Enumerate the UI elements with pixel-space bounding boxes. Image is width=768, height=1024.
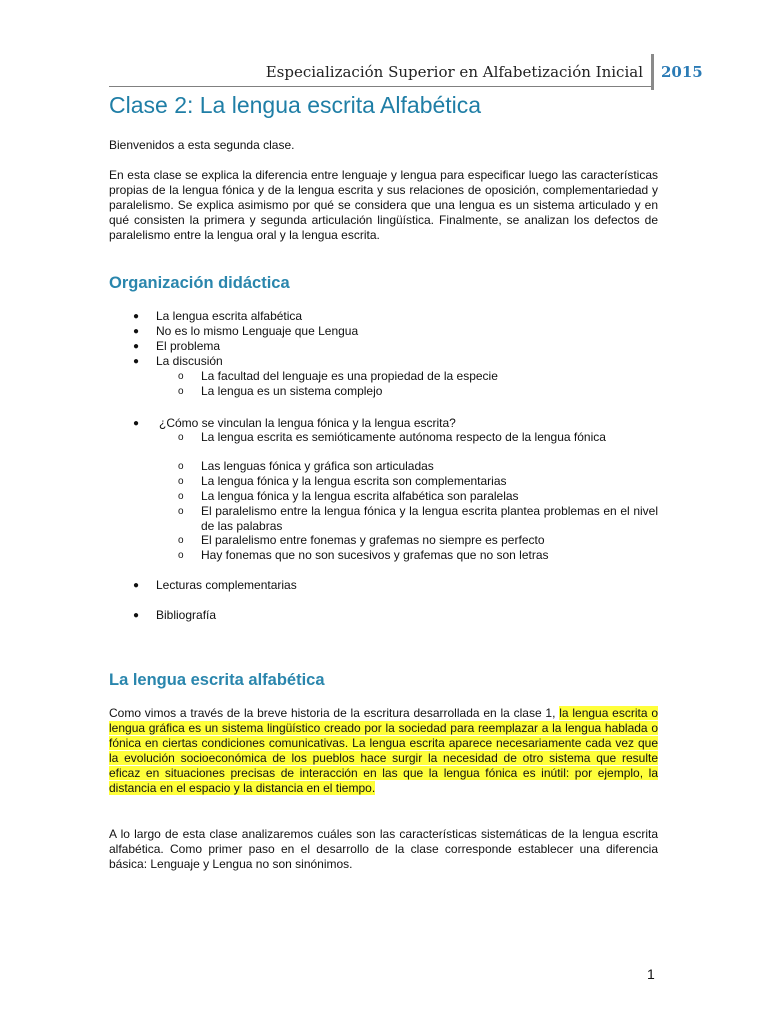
circle-bullet-icon: o (178, 550, 184, 561)
page-number: 1 (647, 966, 655, 982)
bullet-icon: ● (133, 580, 140, 591)
header-title: Especialización Superior en Alfabetización Inicial (265, 63, 643, 81)
page-header (109, 54, 653, 90)
bullet-icon: ● (133, 341, 140, 352)
circle-bullet-icon: o (178, 386, 184, 397)
circle-bullet-icon: o (178, 476, 184, 487)
bullet-icon: ● (133, 311, 140, 322)
bullet-icon: ● (133, 326, 140, 337)
circle-bullet-icon: o (178, 506, 184, 517)
header-divider (651, 54, 654, 90)
bullet-icon: ● (133, 418, 140, 429)
page-title: Clase 2: La lengua escrita Alfabética (109, 92, 482, 118)
circle-bullet-icon: o (178, 491, 184, 502)
section-paragraph-1 (109, 706, 658, 796)
circle-bullet-icon: o (178, 461, 184, 472)
circle-bullet-icon: o (178, 535, 184, 546)
bullet-icon: ● (133, 610, 140, 621)
section-heading: La lengua escrita alfabética (109, 671, 325, 689)
welcome-text: Bienvenidos a esta segunda clase. (109, 138, 295, 152)
circle-bullet-icon: o (178, 432, 184, 443)
org-heading: Organización didáctica (109, 274, 290, 292)
bullet-icon: ● (133, 356, 140, 367)
circle-bullet-icon: o (178, 371, 184, 382)
intro-paragraph: En esta clase se explica la diferencia entre lenguaje y lengua para especificar luego las características propias de la lengua fónica y de la lengua escrita y sus relaciones de oposición, complementariedad y paralelismo. Se explica asimismo por qué se considera que una lengua es un sistema articulado y en qué consisten la primera y segunda articulación lingüística. Finalmente, se analizan los defectos de paralelismo entre la lengua oral y la lengua escrita. (109, 168, 658, 242)
header-year: 2015 (661, 63, 703, 81)
header-rule (109, 86, 653, 87)
paragraph-lead: Como vimos a través de la breve historia de la escritura desarrollada en la clase 1, (109, 706, 556, 720)
document-page: Especialización Superior en Alfabetización Inicial 2015 Clase 2: La lengua escrita Alfabética Bienvenidos a esta segunda clase. En esta clase se explica la diferencia entre lenguaje y lengua para especificar luego las características propias de la lengua fónica y de la lengua escrita y sus relaciones de oposición, complementariedad y paralelismo. Se explica asimismo por qué se considera que una lengua es un sistema articulado y en qué consisten la primera y segunda articulación lingüística. Finalmente, se analizan los defectos de paralelismo entre la lengua oral y la lengua escrita. Organización didáctica ● La lengua escrita alfabética ● No es lo mismo Lenguaje que Lengua ● El problema ● La discusión o La facultad del lenguaje es una propiedad de la especie o La lengua es un sistema complejo ● ¿Cómo se vinculan la lengua fónica y la lengua escrita? o La lengua escrita es semióticamente autónoma respecto de la lengua fónica o Las lenguas fónica y gráfica son articuladas o La lengua fónica y la lengua escrita son complementarias o La lengua fónica y la lengua escrita alfabética son paralelas o El paralelismo entre la lengua fónica y la lengua escrita plantea problemas en el nivel de las palabras o El paralelismo entre fonemas y grafemas no siempre es perfecto o Hay fonemas que no son sucesivos y grafemas que no son letras ● Lecturas complementarias ● Bibliografía La lengua escrita alfabética Como vimos a través de la breve historia de la escritura desarrollada en la clase 1, la lengua escrita o lengua gráfica es un sistema lingüístico creado por la sociedad para reemplazar a la lengua hablada o fónica en ciertas condiciones comunicativas. La lengua escrita aparece necesariamente cada vez que la evolución socioeconómica de los pueblos hace surgir la necesidad de otro sistema que resulte eficaz en situaciones precisas de interacción en las que la lengua fónica es inútil: por ejemplo, la distancia en el espacio y la distancia en el tiempo. A lo largo de esta clase analizaremos cuáles son las características sistemáticas de la lengua escrita alfabética. Como primer paso en el desarrollo de la clase corresponde establecer una diferencia básica: Lenguaje y Lengua no son sinónimos. 1 (0, 0, 768, 1024)
section-paragraph-2: A lo largo de esta clase analizaremos cuáles son las características sistemáticas de la lengua escrita alfabética. Como primer paso en el desarrollo de la clase corresponde establecer una diferencia básica: Lenguaje y Lengua no son sinónimos. (109, 827, 658, 871)
highlighted-text: la lengua escrita o lengua gráfica es un sistema lingüístico creado por la sociedad para reemplazar a la lengua hablada o fónica en ciertas condiciones comunicativas. La lengua escrita aparece necesariamente cada vez que la evolución socioeconómica de los pueblos hace surgir la necesidad de otro sistema que resulte eficaz en situaciones precisas de interacción en las que la lengua fónica es inútil: por ejemplo, la distancia en el espacio y la distancia en el tiempo. (109, 706, 658, 795)
